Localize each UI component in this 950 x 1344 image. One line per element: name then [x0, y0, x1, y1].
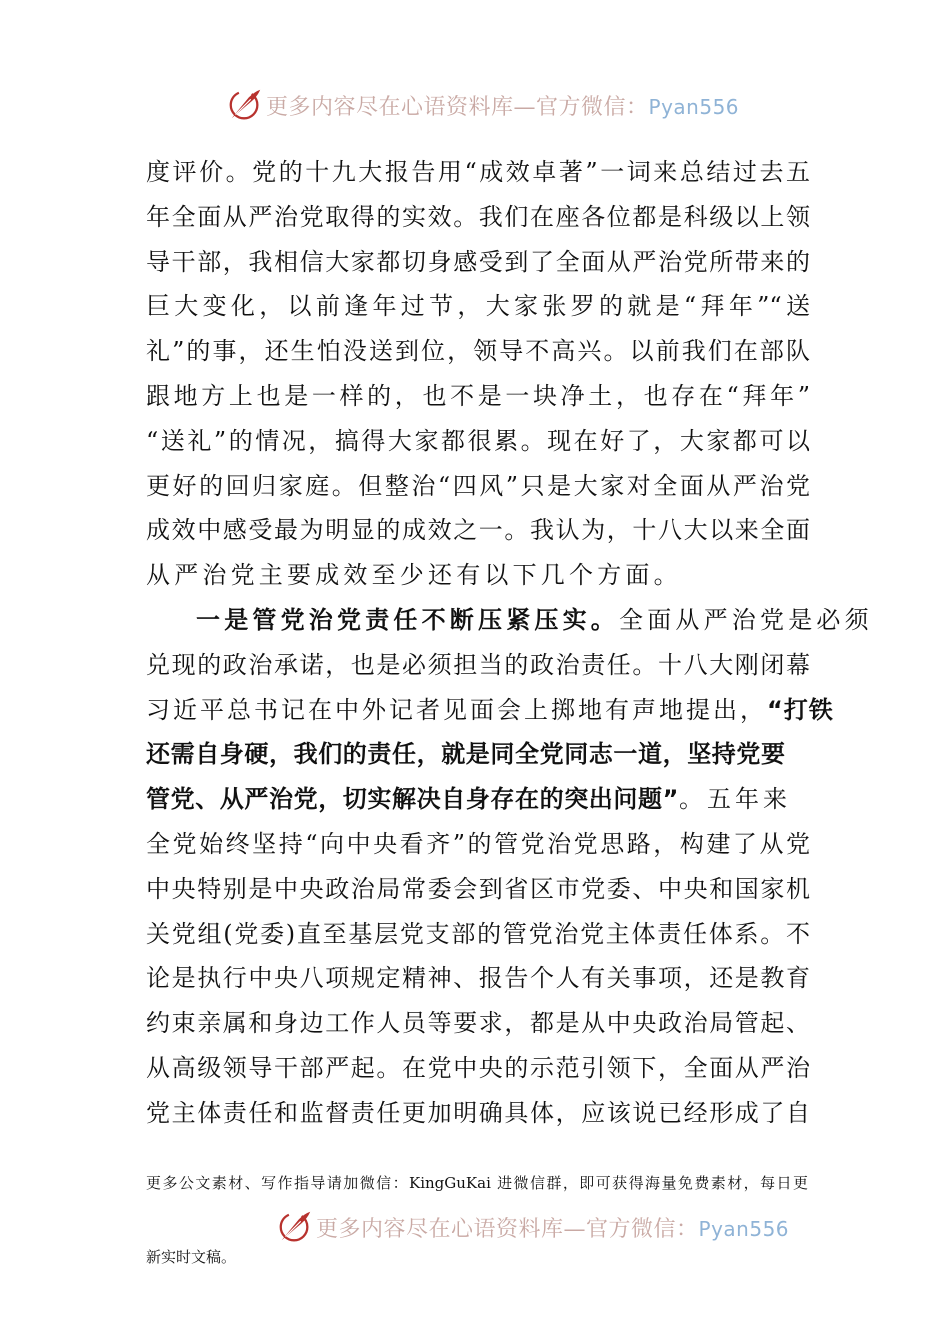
text-line: 一是管党治党责任不断压紧压实。全面从严治党是必须 — [196, 605, 873, 634]
text-line: 年全面从严治党取得的实效。我们在座各位都是科级以上领 — [146, 202, 810, 231]
text-line: 礼”的事，还生怕没送到位，领导不高兴。以前我们在部队 — [146, 337, 810, 366]
quill-seal-logo-icon — [276, 1208, 314, 1246]
text-line: 兑现的政治承诺，也是必须担当的政治责任。十八大刚闭幕 — [146, 650, 810, 679]
text-line: 论是执行中央八项规定精神、报告个人有关事项，还是教育 — [146, 964, 810, 993]
text-line: 党主体责任和监督责任更加明确具体，应该说已经形成了自 — [146, 1098, 810, 1127]
text-line: 成效中感受最为明显的成效之一。我认为，十八大以来全面 — [146, 516, 810, 545]
text-line: 全党始终坚持“向中央看齐”的管党治党思路，构建了从党 — [146, 829, 810, 858]
text-line: 从严治党主要成效至少还有以下几个方面。 — [146, 561, 682, 590]
footer-note-continued: 新实时文稿。 — [146, 1248, 237, 1266]
header-banner-text: 更多内容尽在心语资料库—官方微信：Pyan556 — [266, 95, 740, 120]
text-line: 巨大变化，以前逢年过节，大家张罗的就是“拜年”“送 — [146, 292, 810, 321]
text-line: 更好的回归家庭。但整治“四风”只是大家对全面从严治党 — [146, 471, 810, 500]
footer-note: 更多公文素材、写作指导请加微信：KingGuKai 进微信群，即可获得海量免费素材，每日更 — [146, 1174, 808, 1192]
paragraph-1 — [146, 150, 810, 598]
text-line: 关党组(党委)直至基层党支部的管党治党主体责任体系。不 — [146, 919, 810, 948]
text-line: “送礼”的情况，搞得大家都很累。现在好了，大家都可以 — [146, 426, 810, 455]
footer-wechat-id: Pyan556 — [698, 1217, 790, 1241]
bold-quote: 管党、从严治党，切实解决自身存在的突出问题” — [146, 785, 679, 814]
footer-banner-text: 更多内容尽在心语资料库—官方微信：Pyan556 — [316, 1217, 790, 1242]
text-line: 习近平总书记在中外记者见面会上掷地有声地提出，“打铁 — [146, 695, 834, 724]
text-line: 度评价。党的十九大报告用“成效卓著”一词来总结过去五 — [146, 158, 810, 186]
footer-banner — [0, 1206, 950, 1250]
quill-seal-logo-icon — [226, 86, 264, 124]
header-banner — [0, 84, 950, 128]
text-line: 中央特别是中央政治局常委会到省区市党委、中央和国家机 — [146, 874, 810, 903]
bold-lead-sentence: 一是管党治党责任不断压紧压实。 — [196, 605, 619, 634]
text-line: 管党、从严治党，切实解决自身存在的突出问题”。五年来 — [146, 785, 791, 814]
text-line: 跟地方上也是一样的，也不是一块净土，也存在“拜年” — [146, 381, 810, 410]
header-wechat-id: Pyan556 — [648, 95, 740, 119]
bold-quote: “打铁 — [767, 695, 834, 724]
text-line: 导干部，我相信大家都切身感受到了全面从严治党所带来的 — [146, 247, 810, 276]
text-line: 约束亲属和身边工作人员等要求，都是从中央政治局管起、 — [146, 1009, 810, 1038]
text-line: 从高级领导干部严起。在党中央的示范引领下，全面从严治 — [146, 1053, 810, 1082]
paragraph-2 — [146, 598, 873, 1136]
document-body — [146, 150, 873, 1136]
bold-quote-line: 还需自身硬，我们的责任，就是同全党同志一道，坚持党要 — [146, 740, 786, 769]
